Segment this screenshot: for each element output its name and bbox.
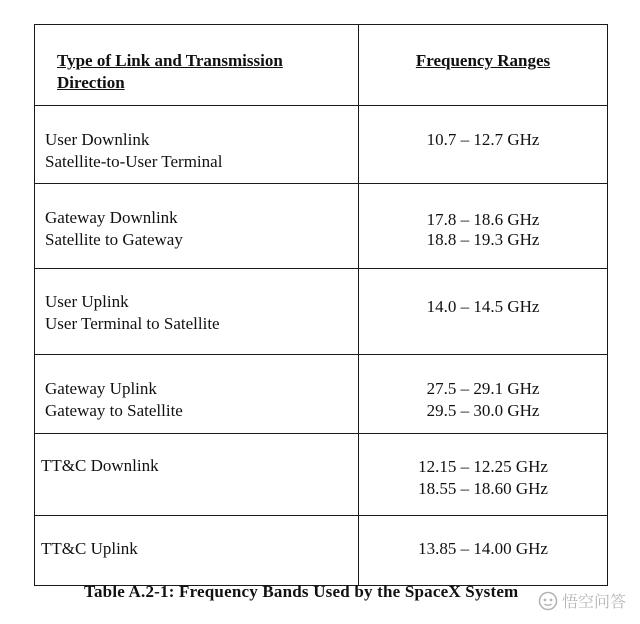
frequency-cell xyxy=(359,184,607,268)
frequency-range: 17.8 – 18.6 GHz xyxy=(426,210,540,229)
link-direction: Gateway to Satellite xyxy=(45,401,183,420)
link-type-name: Gateway Downlink xyxy=(45,208,178,227)
link-direction: Satellite to Gateway xyxy=(45,230,183,249)
link-type-cell xyxy=(35,355,359,433)
header-link-type-line-1: Type of Link and Transmission xyxy=(57,51,283,70)
header-cell-link-type xyxy=(35,25,359,105)
table-row xyxy=(35,515,607,585)
header-link-type-line-2: Direction xyxy=(57,73,125,92)
link-direction: User Terminal to Satellite xyxy=(45,314,220,333)
link-type-name: TT&C Uplink xyxy=(41,539,138,558)
link-type-cell xyxy=(35,434,359,515)
frequency-range: 10.7 – 12.7 GHz xyxy=(426,130,540,149)
link-type-cell xyxy=(35,269,359,354)
frequency-range: 14.0 – 14.5 GHz xyxy=(426,297,540,316)
frequency-range: 18.55 – 18.60 GHz xyxy=(418,479,548,498)
frequency-range: 12.15 – 12.25 GHz xyxy=(418,457,548,476)
link-type-name: User Downlink xyxy=(45,130,150,149)
frequency-cell xyxy=(359,269,607,354)
link-type-cell xyxy=(35,184,359,268)
table-caption: Table A.2-1: Frequency Bands Used by the SpaceX System xyxy=(84,582,519,601)
link-type-name: User Uplink xyxy=(45,292,129,311)
table-row xyxy=(35,268,607,354)
frequency-range: 27.5 – 29.1 GHz xyxy=(426,379,540,398)
frequency-cell xyxy=(359,355,607,433)
table-row xyxy=(35,433,607,515)
frequency-table xyxy=(34,24,608,586)
frequency-range: 29.5 – 30.0 GHz xyxy=(426,401,540,420)
frequency-range: 18.8 – 19.3 GHz xyxy=(426,230,540,249)
table-row xyxy=(35,105,607,183)
table-row xyxy=(35,354,607,433)
frequency-range: 13.85 – 14.00 GHz xyxy=(418,539,548,558)
frequency-cell xyxy=(359,434,607,515)
frequency-cell xyxy=(359,516,607,585)
wukong-logo-icon xyxy=(538,591,558,611)
link-type-cell xyxy=(35,516,359,585)
link-type-name: Gateway Uplink xyxy=(45,379,157,398)
link-direction: Satellite-to-User Terminal xyxy=(45,152,223,171)
table-row xyxy=(35,183,607,268)
header-frequency-ranges: Frequency Ranges xyxy=(415,51,551,70)
header-cell-frequency xyxy=(359,25,607,105)
frequency-cell xyxy=(359,106,607,183)
table-header-row xyxy=(35,25,607,105)
link-type-name: TT&C Downlink xyxy=(41,456,159,475)
watermark-text: 悟空问答 xyxy=(561,592,626,611)
link-type-cell xyxy=(35,106,359,183)
watermark xyxy=(538,589,626,612)
